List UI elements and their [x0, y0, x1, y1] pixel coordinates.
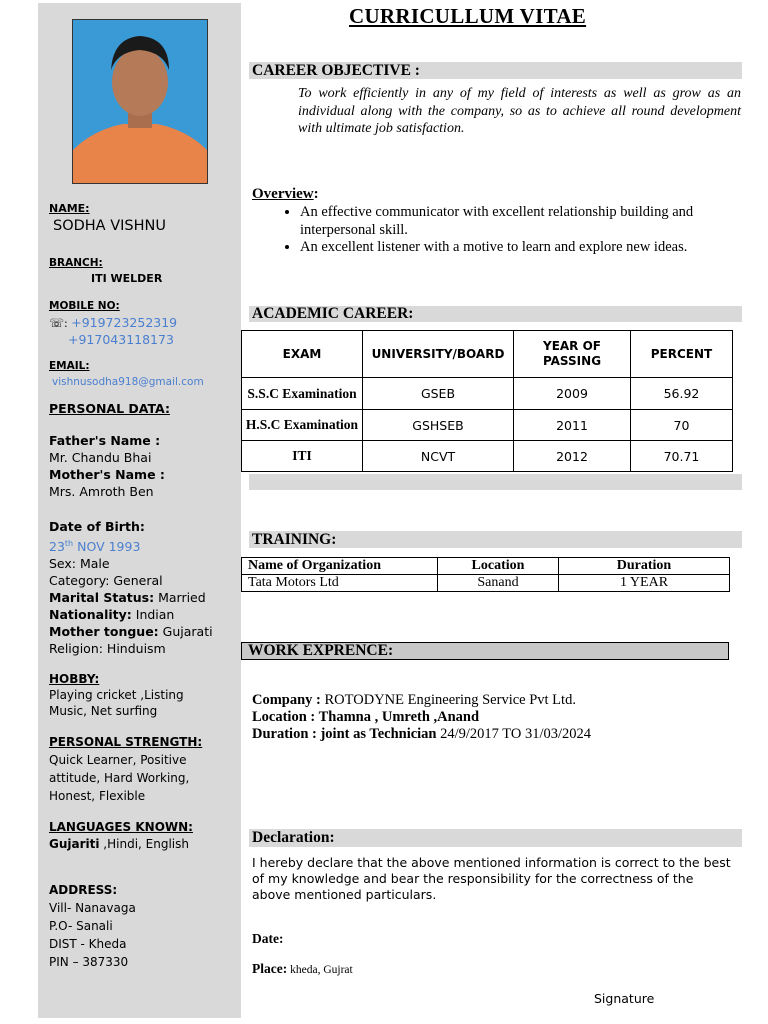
overview-item: • An excellent listener with a motive to learn and explore new ideas. — [300, 239, 732, 257]
academic-footer-bar — [249, 474, 742, 490]
work-heading: WORK EXPRENCE: — [241, 642, 729, 660]
address-label: ADDRESS: — [49, 883, 118, 897]
hobby-line-1: Playing cricket ,Listing — [49, 688, 184, 702]
email-label: EMAIL: — [49, 360, 90, 372]
table-row: Tata Motors Ltd Sanand 1 YEAR — [242, 575, 730, 592]
declaration-heading: Declaration: — [249, 829, 742, 847]
address-line-2: P.O- Sanali — [49, 919, 113, 933]
strength-line-3: Honest, Flexible — [49, 789, 146, 803]
table-header: EXAM — [242, 331, 363, 378]
career-objective-text: To work efficiently in any of my field of interests as well as grow as an individual along with the company, so as to achieve all round development with ultimate job satisfaction. — [298, 86, 741, 136]
signature-label: Signature — [594, 991, 655, 1006]
table-row: ITI NCVT 2012 70.71 — [242, 441, 733, 472]
marital-status: Marital Status: Married — [49, 590, 206, 606]
branch-label: BRANCH: — [49, 257, 103, 269]
page-title: CURRICULLUM VITAE — [349, 4, 587, 28]
table-header: UNIVERSITY/BOARD — [363, 331, 514, 378]
place-line: Place: kheda, Gujrat — [252, 961, 353, 976]
strength-line-1: Quick Learner, Positive — [49, 753, 187, 767]
languages-value: Gujariti ,Hindi, English — [49, 837, 189, 851]
overview-item: • An effective communicator with excellent relationship building and interpersonal skill. — [300, 204, 732, 239]
training-heading: TRAINING: — [249, 531, 742, 548]
work-location: Location : Thamna , Umreth ,Anand — [252, 709, 480, 725]
branch-value: ITI WELDER — [91, 272, 163, 285]
father-label: Father's Name : — [49, 433, 161, 448]
date-label: Date: — [252, 931, 284, 946]
father-name: Mr. Chandu Bhai — [49, 450, 152, 465]
dob-label: Date of Birth: — [49, 519, 145, 534]
dob-value: 23th NOV 1993 — [49, 539, 141, 555]
strength-label: PERSONAL STRENGTH: — [49, 735, 203, 749]
mother-tongue: Mother tongue: Gujarati — [49, 624, 213, 640]
table-row: H.S.C Examination GSHSEB 2011 70 — [242, 410, 733, 441]
personal-data-label: PERSONAL DATA: — [49, 401, 170, 416]
sex-value: Sex: Male — [49, 556, 110, 572]
overview-heading: Overview: — [252, 186, 319, 202]
category-value: Category: General — [49, 573, 163, 589]
mobile-number-1[interactable]: +919723252319 — [71, 315, 178, 330]
overview-list — [252, 204, 732, 257]
work-duration: Duration : joint as Technician 24/9/2017 TO 31/03/2024 — [252, 726, 592, 742]
table-header: Location — [438, 558, 559, 575]
table-header: Name of Organization — [242, 558, 438, 575]
career-objective-heading: CAREER OBJECTIVE : — [249, 62, 742, 79]
languages-label: LANGUAGES KNOWN: — [49, 820, 193, 834]
strength-line-2: attitude, Hard Working, — [49, 771, 190, 785]
profile-photo — [72, 19, 208, 184]
training-table — [241, 557, 730, 592]
table-header: PERCENT — [631, 331, 733, 378]
hobby-line-2: Music, Net surfing — [49, 704, 158, 718]
address-line-3: DIST - Kheda — [49, 937, 127, 951]
table-header: Duration — [559, 558, 730, 575]
email-link[interactable]: vishnusodha918@gmail.com — [52, 376, 204, 388]
work-company: Company : ROTODYNE Engineering Service Pvt Ltd. — [252, 692, 576, 708]
address-line-1: Vill- Nanavaga — [49, 901, 136, 915]
mobile-label: MOBILE NO: — [49, 300, 120, 312]
mother-label: Mother's Name : — [49, 467, 165, 482]
table-header: YEAR OF PASSING — [514, 331, 631, 378]
hobby-label: HOBBY: — [49, 672, 100, 686]
table-row: S.S.C Examination GSEB 2009 56.92 — [242, 378, 733, 410]
declaration-text: I hereby declare that the above mentioned information is correct to the best of my knowledge and bear the responsibility for the correctness of the above mentioned particulars. — [252, 855, 731, 902]
work-details — [252, 692, 591, 743]
academic-heading: ACADEMIC CAREER: — [249, 306, 742, 322]
candidate-name: SODHA VISHNU — [53, 218, 166, 234]
academic-table — [241, 330, 733, 472]
religion: Religion: Hinduism — [49, 641, 166, 657]
name-label: NAME: — [49, 202, 90, 215]
address-line-4: PIN – 387330 — [49, 955, 129, 969]
phone-icon: ☏ — [49, 316, 65, 330]
nationality: Nationality: Indian — [49, 607, 175, 623]
mother-name: Mrs. Amroth Ben — [49, 484, 154, 499]
mobile-number-2[interactable]: +917043118173 — [68, 332, 174, 347]
